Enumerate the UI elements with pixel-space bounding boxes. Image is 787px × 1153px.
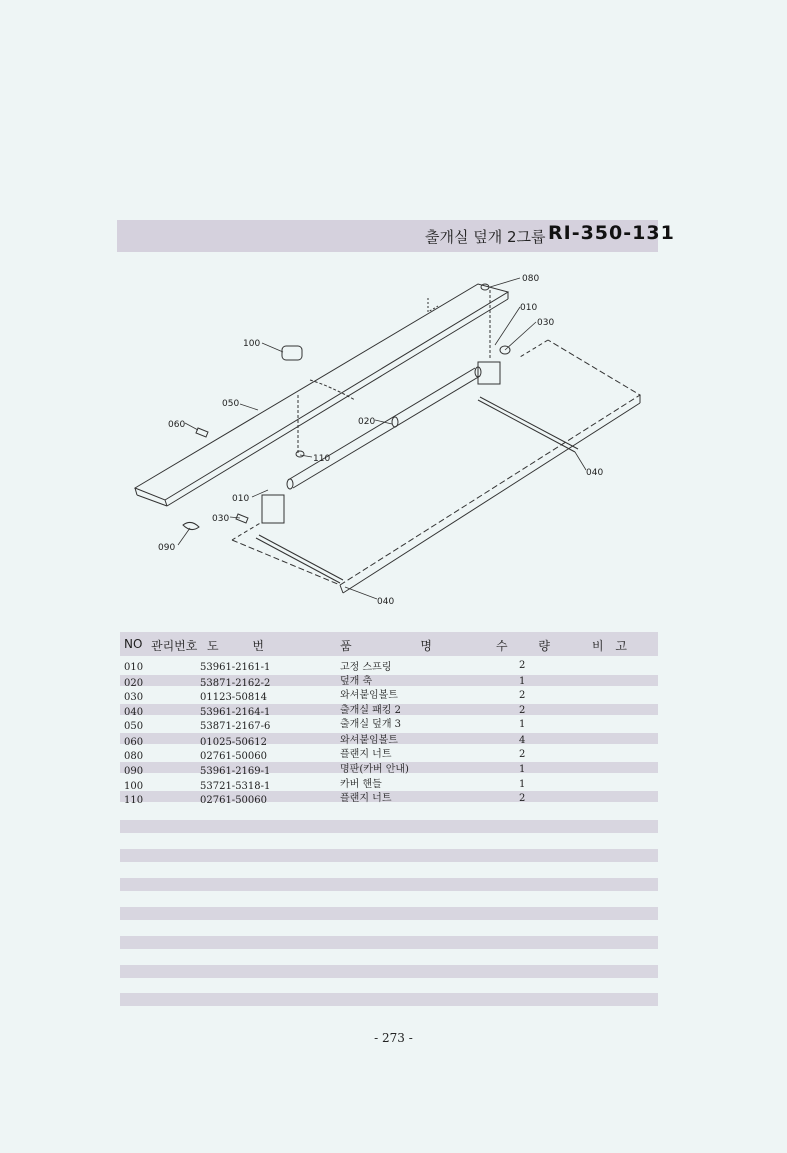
- row-qty: 2: [519, 690, 526, 701]
- callout-060: 060: [168, 420, 186, 430]
- row-no: 110: [124, 795, 144, 806]
- col-no: NO: [124, 637, 143, 651]
- row-band: [120, 965, 658, 978]
- col-mgmt-no: 관리번호: [151, 639, 198, 653]
- row-band: [120, 936, 658, 949]
- row-drawing: 53961-2164-1: [200, 707, 271, 718]
- row-no: 050: [124, 721, 144, 732]
- row-band: [120, 820, 658, 833]
- row-drawing: 53721-5318-1: [200, 781, 271, 792]
- row-no: 020: [124, 678, 144, 689]
- row-drawing: 01123-50814: [200, 692, 268, 703]
- row-no: 090: [124, 766, 144, 777]
- col-drawing-no: 도 번: [207, 639, 264, 653]
- cover-050-drawing: [135, 284, 508, 506]
- callout-050: 050: [222, 399, 240, 409]
- row-name: 와셔붙임볼트: [340, 735, 398, 746]
- row-qty: 2: [519, 749, 526, 760]
- row-name: 덮개 축: [340, 676, 373, 687]
- lower-panel-drawing: [232, 340, 640, 593]
- col-part-name: 품 명: [340, 639, 432, 653]
- row-name: 카버 핸들: [340, 779, 382, 790]
- section-code: RI-350-131: [548, 222, 675, 244]
- row-qty: 1: [519, 779, 526, 790]
- callout-110: 110: [313, 454, 331, 464]
- row-band: [120, 993, 658, 1006]
- callout-080: 080: [522, 274, 540, 284]
- callout-040-bottom: 040: [377, 597, 395, 607]
- row-drawing: 53961-2161-1: [200, 662, 271, 673]
- callout-040-right: 040: [586, 468, 604, 478]
- row-qty: 2: [519, 660, 526, 671]
- col-remarks: 비 고: [592, 639, 627, 653]
- row-qty: 2: [519, 793, 526, 804]
- callout-030-top: 030: [537, 318, 555, 328]
- row-no: 030: [124, 692, 144, 703]
- row-no: 060: [124, 737, 144, 748]
- row-no: 100: [124, 781, 144, 792]
- callout-010-top: 010: [520, 303, 538, 313]
- row-drawing: 02761-50060: [200, 795, 268, 806]
- row-drawing: 01025-50612: [200, 737, 268, 748]
- row-band: [120, 878, 658, 891]
- row-band: [120, 907, 658, 920]
- row-name: 출개실 덮개 3: [340, 719, 402, 730]
- col-qty: 수 량: [496, 639, 550, 653]
- callout-090: 090: [158, 543, 176, 553]
- page-number: - 273 -: [374, 1031, 413, 1045]
- section-title: 출개실 덮개 2그룹: [425, 228, 546, 246]
- callout-030-bottom: 030: [212, 514, 230, 524]
- row-name: 플랜지 너트: [340, 749, 392, 760]
- row-drawing: 53871-2162-2: [200, 678, 271, 689]
- row-drawing: 53961-2169-1: [200, 766, 271, 777]
- row-band: [120, 849, 658, 862]
- row-qty: 1: [519, 676, 526, 687]
- row-qty: 1: [519, 764, 526, 775]
- row-qty: 4: [519, 735, 526, 746]
- row-qty: 1: [519, 719, 526, 730]
- row-name: 와셔붙임볼트: [340, 690, 398, 701]
- callout-100: 100: [243, 339, 261, 349]
- row-name: 고정 스프링: [340, 662, 392, 673]
- row-qty: 2: [519, 705, 526, 716]
- shaft-020-drawing: [287, 367, 481, 489]
- row-name: 명판(카버 안내): [340, 764, 409, 775]
- row-drawing: 53871-2167-6: [200, 721, 271, 732]
- row-name: 플랜지 너트: [340, 793, 392, 804]
- row-no: 040: [124, 707, 144, 718]
- callout-010-bottom: 010: [232, 494, 250, 504]
- row-no: 010: [124, 662, 144, 673]
- row-no: 080: [124, 751, 144, 762]
- row-name: 출개실 패킹 2: [340, 705, 402, 716]
- row-drawing: 02761-50060: [200, 751, 268, 762]
- callout-020: 020: [358, 417, 376, 427]
